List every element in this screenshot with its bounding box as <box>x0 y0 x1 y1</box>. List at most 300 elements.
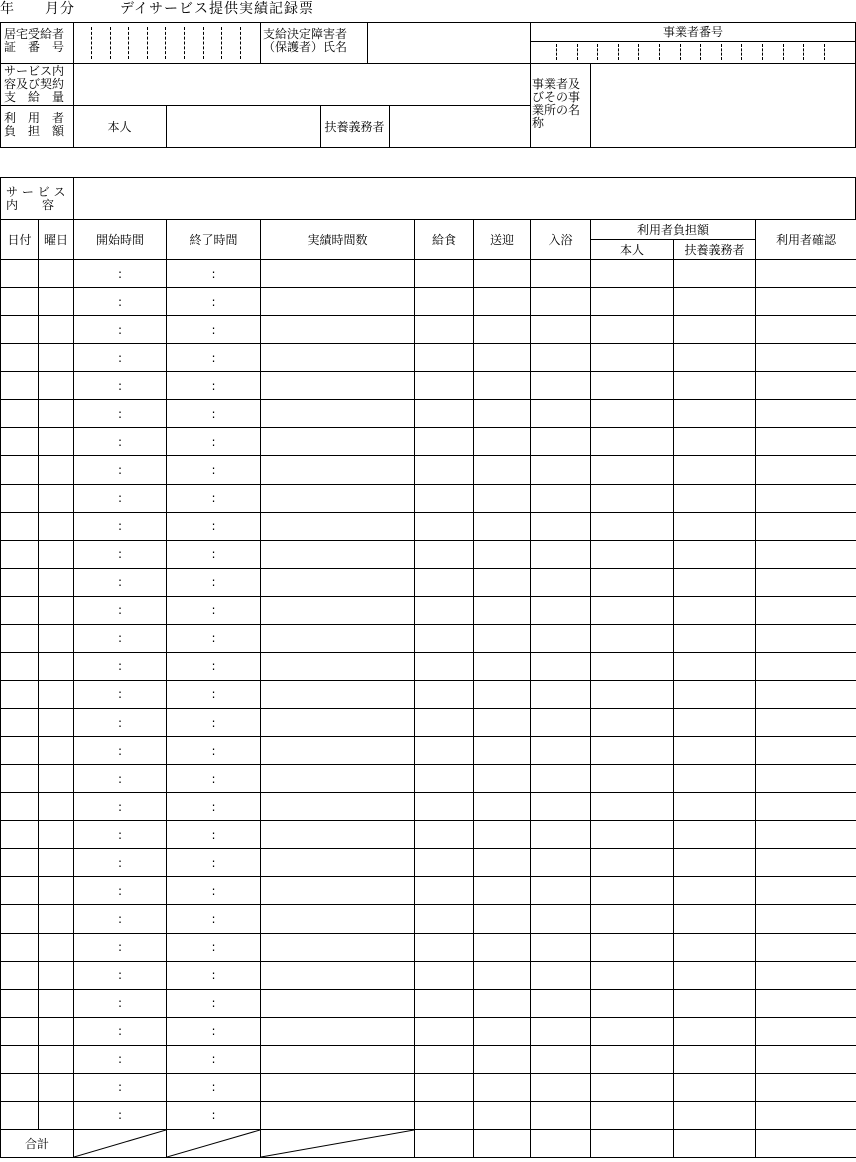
cell-start-time[interactable] <box>74 989 167 1017</box>
cell-weekday[interactable] <box>39 484 74 512</box>
cell-user-confirm[interactable] <box>756 624 856 652</box>
cell-start-time[interactable] <box>74 737 167 765</box>
cell-bath[interactable] <box>531 989 591 1017</box>
cell-meal[interactable] <box>415 1045 474 1073</box>
cell-burden-dependent[interactable] <box>674 1073 756 1101</box>
cell-start-time[interactable] <box>74 428 167 456</box>
cell-end-time[interactable] <box>167 680 261 708</box>
cell-weekday[interactable] <box>39 680 74 708</box>
cell-burden-self[interactable] <box>591 400 674 428</box>
cell-transport[interactable] <box>474 1073 531 1101</box>
cell-transport[interactable] <box>474 849 531 877</box>
cell-start-time[interactable] <box>74 288 167 316</box>
cell-burden-dependent[interactable] <box>674 989 756 1017</box>
cell-burden-self[interactable] <box>591 905 674 933</box>
cell-transport[interactable] <box>474 680 531 708</box>
cell-burden-self[interactable] <box>591 1045 674 1073</box>
cell-end-time[interactable] <box>167 793 261 821</box>
cell-weekday[interactable] <box>39 372 74 400</box>
cell-start-time[interactable] <box>74 260 167 288</box>
cell-day[interactable] <box>1 596 39 624</box>
cell-start-time[interactable] <box>74 400 167 428</box>
cell-bath[interactable] <box>531 680 591 708</box>
cell-hours[interactable] <box>261 624 415 652</box>
cell-burden-dependent[interactable] <box>674 512 756 540</box>
cell-burden-dependent[interactable] <box>674 821 756 849</box>
cell-meal[interactable] <box>415 428 474 456</box>
cell-bath[interactable] <box>531 961 591 989</box>
cell-meal[interactable] <box>415 1073 474 1101</box>
cell-transport[interactable] <box>474 933 531 961</box>
cell-start-time[interactable] <box>74 877 167 905</box>
cell-user-confirm[interactable] <box>756 933 856 961</box>
cell-transport[interactable] <box>474 456 531 484</box>
cell-user-confirm[interactable] <box>756 596 856 624</box>
cell-hours[interactable] <box>261 1017 415 1045</box>
cell-burden-self[interactable] <box>591 344 674 372</box>
cell-burden-self[interactable] <box>591 849 674 877</box>
cell-burden-self[interactable] <box>591 512 674 540</box>
cell-user-confirm[interactable] <box>756 288 856 316</box>
cell-transport[interactable] <box>474 737 531 765</box>
cell-weekday[interactable] <box>39 1017 74 1045</box>
cell-meal[interactable] <box>415 680 474 708</box>
cell-day[interactable] <box>1 1073 39 1101</box>
cell-hours[interactable] <box>261 737 415 765</box>
cell-burden-self[interactable] <box>591 260 674 288</box>
cell-user-confirm[interactable] <box>756 652 856 680</box>
cell-hours[interactable] <box>261 428 415 456</box>
cell-user-confirm[interactable] <box>756 765 856 793</box>
cell-user-confirm[interactable] <box>756 540 856 568</box>
cell-weekday[interactable] <box>39 512 74 540</box>
cell-hours[interactable] <box>261 989 415 1017</box>
cell-end-time[interactable] <box>167 624 261 652</box>
cell-burden-self[interactable] <box>591 540 674 568</box>
cell-bath[interactable] <box>531 849 591 877</box>
cell-transport[interactable] <box>474 821 531 849</box>
cell-bath[interactable] <box>531 877 591 905</box>
cell-hours[interactable] <box>261 905 415 933</box>
cell-day[interactable] <box>1 344 39 372</box>
cell-bath[interactable] <box>531 1017 591 1045</box>
cell-day[interactable] <box>1 568 39 596</box>
cell-bath[interactable] <box>531 709 591 737</box>
cell-day[interactable] <box>1 1101 39 1129</box>
cell-bath[interactable] <box>531 372 591 400</box>
cell-bath[interactable] <box>531 821 591 849</box>
cell-weekday[interactable] <box>39 456 74 484</box>
cell-transport[interactable] <box>474 288 531 316</box>
cell-burden-dependent[interactable] <box>674 933 756 961</box>
cell-user-confirm[interactable] <box>756 400 856 428</box>
cell-burden-self[interactable] <box>591 456 674 484</box>
cell-end-time[interactable] <box>167 961 261 989</box>
cell-hours[interactable] <box>261 961 415 989</box>
cell-meal[interactable] <box>415 905 474 933</box>
cell-bath[interactable] <box>531 428 591 456</box>
cell-end-time[interactable] <box>167 484 261 512</box>
cell-burden-dependent[interactable] <box>674 1101 756 1129</box>
cell-hours[interactable] <box>261 372 415 400</box>
cell-meal[interactable] <box>415 849 474 877</box>
cell-day[interactable] <box>1 540 39 568</box>
cell-transport[interactable] <box>474 793 531 821</box>
cell-weekday[interactable] <box>39 765 74 793</box>
cell-end-time[interactable] <box>167 400 261 428</box>
cell-burden-self[interactable] <box>591 989 674 1017</box>
cell-bath[interactable] <box>531 344 591 372</box>
cell-meal[interactable] <box>415 1017 474 1045</box>
cell-hours[interactable] <box>261 680 415 708</box>
cell-weekday[interactable] <box>39 877 74 905</box>
cell-burden-self[interactable] <box>591 288 674 316</box>
cell-start-time[interactable] <box>74 961 167 989</box>
cell-day[interactable] <box>1 821 39 849</box>
cell-end-time[interactable] <box>167 905 261 933</box>
cell-meal[interactable] <box>415 288 474 316</box>
cell-user-confirm[interactable] <box>756 344 856 372</box>
cell-bath[interactable] <box>531 737 591 765</box>
cell-hours[interactable] <box>261 709 415 737</box>
cell-transport[interactable] <box>474 1045 531 1073</box>
cell-weekday[interactable] <box>39 624 74 652</box>
cell-meal[interactable] <box>415 652 474 680</box>
cell-bath[interactable] <box>531 540 591 568</box>
cell-transport[interactable] <box>474 512 531 540</box>
cell-hours[interactable] <box>261 456 415 484</box>
cell-hours[interactable] <box>261 849 415 877</box>
cell-end-time[interactable] <box>167 372 261 400</box>
cell-meal[interactable] <box>415 961 474 989</box>
cell-weekday[interactable] <box>39 260 74 288</box>
cell-hours[interactable] <box>261 596 415 624</box>
cell-bath[interactable] <box>531 1073 591 1101</box>
cell-end-time[interactable] <box>167 933 261 961</box>
cell-burden-self[interactable] <box>591 568 674 596</box>
cell-meal[interactable] <box>415 484 474 512</box>
cell-day[interactable] <box>1 1045 39 1073</box>
cell-user-confirm[interactable] <box>756 989 856 1017</box>
cell-burden-self[interactable] <box>591 680 674 708</box>
cell-day[interactable] <box>1 709 39 737</box>
cell-meal[interactable] <box>415 933 474 961</box>
cell-end-time[interactable] <box>167 1045 261 1073</box>
cell-user-confirm[interactable] <box>756 877 856 905</box>
cell-start-time[interactable] <box>74 344 167 372</box>
cell-burden-dependent[interactable] <box>674 428 756 456</box>
cell-bath[interactable] <box>531 316 591 344</box>
cell-burden-self[interactable] <box>591 652 674 680</box>
cell-weekday[interactable] <box>39 540 74 568</box>
cell-weekday[interactable] <box>39 1101 74 1129</box>
cell-weekday[interactable] <box>39 344 74 372</box>
cell-weekday[interactable] <box>39 652 74 680</box>
cell-meal[interactable] <box>415 400 474 428</box>
cell-weekday[interactable] <box>39 989 74 1017</box>
cell-end-time[interactable] <box>167 288 261 316</box>
cell-transport[interactable] <box>474 877 531 905</box>
cell-burden-self[interactable] <box>591 372 674 400</box>
cell-hours[interactable] <box>261 1073 415 1101</box>
cell-day[interactable] <box>1 680 39 708</box>
cell-weekday[interactable] <box>39 933 74 961</box>
cell-day[interactable] <box>1 372 39 400</box>
cell-bath[interactable] <box>531 484 591 512</box>
cell-day[interactable] <box>1 400 39 428</box>
cell-day[interactable] <box>1 624 39 652</box>
cell-end-time[interactable] <box>167 344 261 372</box>
cell-transport[interactable] <box>474 428 531 456</box>
cell-weekday[interactable] <box>39 1045 74 1073</box>
cell-meal[interactable] <box>415 568 474 596</box>
cell-weekday[interactable] <box>39 288 74 316</box>
cell-user-confirm[interactable] <box>756 849 856 877</box>
cell-meal[interactable] <box>415 709 474 737</box>
cell-burden-self[interactable] <box>591 933 674 961</box>
cell-start-time[interactable] <box>74 821 167 849</box>
cell-transport[interactable] <box>474 1017 531 1045</box>
cell-user-confirm[interactable] <box>756 1073 856 1101</box>
cell-burden-dependent[interactable] <box>674 540 756 568</box>
cell-start-time[interactable] <box>74 1073 167 1101</box>
cell-user-confirm[interactable] <box>756 428 856 456</box>
cell-weekday[interactable] <box>39 1073 74 1101</box>
cell-transport[interactable] <box>474 905 531 933</box>
cell-end-time[interactable] <box>167 316 261 344</box>
cell-transport[interactable] <box>474 709 531 737</box>
cell-weekday[interactable] <box>39 961 74 989</box>
cell-end-time[interactable] <box>167 652 261 680</box>
cell-end-time[interactable] <box>167 849 261 877</box>
cell-burden-dependent[interactable] <box>674 765 756 793</box>
cell-transport[interactable] <box>474 961 531 989</box>
cell-transport[interactable] <box>474 989 531 1017</box>
cell-user-confirm[interactable] <box>756 709 856 737</box>
cell-burden-self[interactable] <box>591 1073 674 1101</box>
cell-burden-dependent[interactable] <box>674 961 756 989</box>
cell-day[interactable] <box>1 765 39 793</box>
cell-transport[interactable] <box>474 372 531 400</box>
cell-end-time[interactable] <box>167 877 261 905</box>
cell-hours[interactable] <box>261 344 415 372</box>
cell-user-confirm[interactable] <box>756 961 856 989</box>
cell-hours[interactable] <box>261 1045 415 1073</box>
cell-day[interactable] <box>1 933 39 961</box>
cell-day[interactable] <box>1 877 39 905</box>
cell-burden-self[interactable] <box>591 316 674 344</box>
cell-meal[interactable] <box>415 821 474 849</box>
cell-start-time[interactable] <box>74 1101 167 1129</box>
cell-bath[interactable] <box>531 596 591 624</box>
cell-day[interactable] <box>1 961 39 989</box>
cell-burden-dependent[interactable] <box>674 737 756 765</box>
cell-meal[interactable] <box>415 260 474 288</box>
cell-day[interactable] <box>1 288 39 316</box>
cell-meal[interactable] <box>415 316 474 344</box>
cell-weekday[interactable] <box>39 568 74 596</box>
cell-burden-dependent[interactable] <box>674 652 756 680</box>
cell-end-time[interactable] <box>167 1073 261 1101</box>
cell-transport[interactable] <box>474 344 531 372</box>
cell-burden-dependent[interactable] <box>674 905 756 933</box>
cell-end-time[interactable] <box>167 260 261 288</box>
cell-day[interactable] <box>1 737 39 765</box>
cell-start-time[interactable] <box>74 1045 167 1073</box>
cell-user-confirm[interactable] <box>756 512 856 540</box>
cell-burden-dependent[interactable] <box>674 400 756 428</box>
cell-start-time[interactable] <box>74 680 167 708</box>
cell-hours[interactable] <box>261 400 415 428</box>
cell-hours[interactable] <box>261 765 415 793</box>
cell-bath[interactable] <box>531 905 591 933</box>
cell-weekday[interactable] <box>39 821 74 849</box>
cell-burden-dependent[interactable] <box>674 288 756 316</box>
cell-burden-self[interactable] <box>591 821 674 849</box>
cell-start-time[interactable] <box>74 849 167 877</box>
cell-burden-dependent[interactable] <box>674 316 756 344</box>
cell-end-time[interactable] <box>167 540 261 568</box>
cell-meal[interactable] <box>415 456 474 484</box>
cell-end-time[interactable] <box>167 709 261 737</box>
cell-day[interactable] <box>1 456 39 484</box>
cell-hours[interactable] <box>261 933 415 961</box>
cell-bath[interactable] <box>531 1045 591 1073</box>
cell-start-time[interactable] <box>74 624 167 652</box>
cell-user-confirm[interactable] <box>756 1101 856 1129</box>
cell-burden-self[interactable] <box>591 765 674 793</box>
cell-burden-self[interactable] <box>591 1017 674 1045</box>
cell-end-time[interactable] <box>167 989 261 1017</box>
cell-user-confirm[interactable] <box>756 1017 856 1045</box>
cell-burden-dependent[interactable] <box>674 372 756 400</box>
cell-end-time[interactable] <box>167 765 261 793</box>
cell-start-time[interactable] <box>74 1017 167 1045</box>
cell-burden-dependent[interactable] <box>674 568 756 596</box>
cell-burden-dependent[interactable] <box>674 877 756 905</box>
cell-day[interactable] <box>1 512 39 540</box>
cell-burden-self[interactable] <box>591 596 674 624</box>
cell-end-time[interactable] <box>167 1101 261 1129</box>
cell-hours[interactable] <box>261 1101 415 1129</box>
cell-burden-dependent[interactable] <box>674 709 756 737</box>
cell-hours[interactable] <box>261 540 415 568</box>
cell-day[interactable] <box>1 652 39 680</box>
cell-weekday[interactable] <box>39 596 74 624</box>
cell-transport[interactable] <box>474 652 531 680</box>
cell-bath[interactable] <box>531 260 591 288</box>
cell-day[interactable] <box>1 1017 39 1045</box>
cell-user-confirm[interactable] <box>756 793 856 821</box>
cell-start-time[interactable] <box>74 765 167 793</box>
cell-user-confirm[interactable] <box>756 821 856 849</box>
cell-burden-dependent[interactable] <box>674 1045 756 1073</box>
cell-start-time[interactable] <box>74 484 167 512</box>
cell-day[interactable] <box>1 428 39 456</box>
cell-transport[interactable] <box>474 765 531 793</box>
cell-bath[interactable] <box>531 765 591 793</box>
cell-transport[interactable] <box>474 484 531 512</box>
cell-bath[interactable] <box>531 1101 591 1129</box>
cell-bath[interactable] <box>531 512 591 540</box>
cell-start-time[interactable] <box>74 456 167 484</box>
cell-meal[interactable] <box>415 793 474 821</box>
cell-user-confirm[interactable] <box>756 737 856 765</box>
cell-start-time[interactable] <box>74 933 167 961</box>
cell-transport[interactable] <box>474 316 531 344</box>
cell-burden-self[interactable] <box>591 484 674 512</box>
cell-burden-dependent[interactable] <box>674 484 756 512</box>
cell-bath[interactable] <box>531 400 591 428</box>
cell-meal[interactable] <box>415 877 474 905</box>
cell-burden-dependent[interactable] <box>674 624 756 652</box>
cell-day[interactable] <box>1 793 39 821</box>
cell-burden-self[interactable] <box>591 1101 674 1129</box>
cell-weekday[interactable] <box>39 737 74 765</box>
cell-bath[interactable] <box>531 288 591 316</box>
cell-weekday[interactable] <box>39 316 74 344</box>
cell-day[interactable] <box>1 905 39 933</box>
cell-start-time[interactable] <box>74 316 167 344</box>
cell-start-time[interactable] <box>74 596 167 624</box>
cell-weekday[interactable] <box>39 849 74 877</box>
cell-start-time[interactable] <box>74 512 167 540</box>
cell-bath[interactable] <box>531 652 591 680</box>
cell-burden-self[interactable] <box>591 961 674 989</box>
cell-end-time[interactable] <box>167 821 261 849</box>
cell-weekday[interactable] <box>39 400 74 428</box>
cell-start-time[interactable] <box>74 709 167 737</box>
cell-bath[interactable] <box>531 624 591 652</box>
cell-end-time[interactable] <box>167 1017 261 1045</box>
cell-start-time[interactable] <box>74 793 167 821</box>
cell-weekday[interactable] <box>39 905 74 933</box>
cell-day[interactable] <box>1 316 39 344</box>
cell-hours[interactable] <box>261 652 415 680</box>
cell-meal[interactable] <box>415 765 474 793</box>
cell-end-time[interactable] <box>167 568 261 596</box>
cell-meal[interactable] <box>415 596 474 624</box>
cell-meal[interactable] <box>415 1101 474 1129</box>
cell-hours[interactable] <box>261 877 415 905</box>
cell-hours[interactable] <box>261 821 415 849</box>
cell-weekday[interactable] <box>39 793 74 821</box>
cell-burden-dependent[interactable] <box>674 596 756 624</box>
cell-weekday[interactable] <box>39 709 74 737</box>
cell-transport[interactable] <box>474 568 531 596</box>
cell-meal[interactable] <box>415 624 474 652</box>
cell-burden-self[interactable] <box>591 428 674 456</box>
cell-hours[interactable] <box>261 260 415 288</box>
cell-user-confirm[interactable] <box>756 905 856 933</box>
cell-weekday[interactable] <box>39 428 74 456</box>
cell-end-time[interactable] <box>167 456 261 484</box>
cell-hours[interactable] <box>261 793 415 821</box>
cell-burden-dependent[interactable] <box>674 680 756 708</box>
cell-burden-dependent[interactable] <box>674 260 756 288</box>
cell-burden-dependent[interactable] <box>674 793 756 821</box>
cell-start-time[interactable] <box>74 568 167 596</box>
cell-burden-self[interactable] <box>591 793 674 821</box>
cell-burden-dependent[interactable] <box>674 1017 756 1045</box>
cell-day[interactable] <box>1 989 39 1017</box>
cell-user-confirm[interactable] <box>756 372 856 400</box>
cell-burden-dependent[interactable] <box>674 849 756 877</box>
cell-end-time[interactable] <box>167 428 261 456</box>
cell-burden-self[interactable] <box>591 624 674 652</box>
cell-hours[interactable] <box>261 288 415 316</box>
cell-burden-dependent[interactable] <box>674 456 756 484</box>
